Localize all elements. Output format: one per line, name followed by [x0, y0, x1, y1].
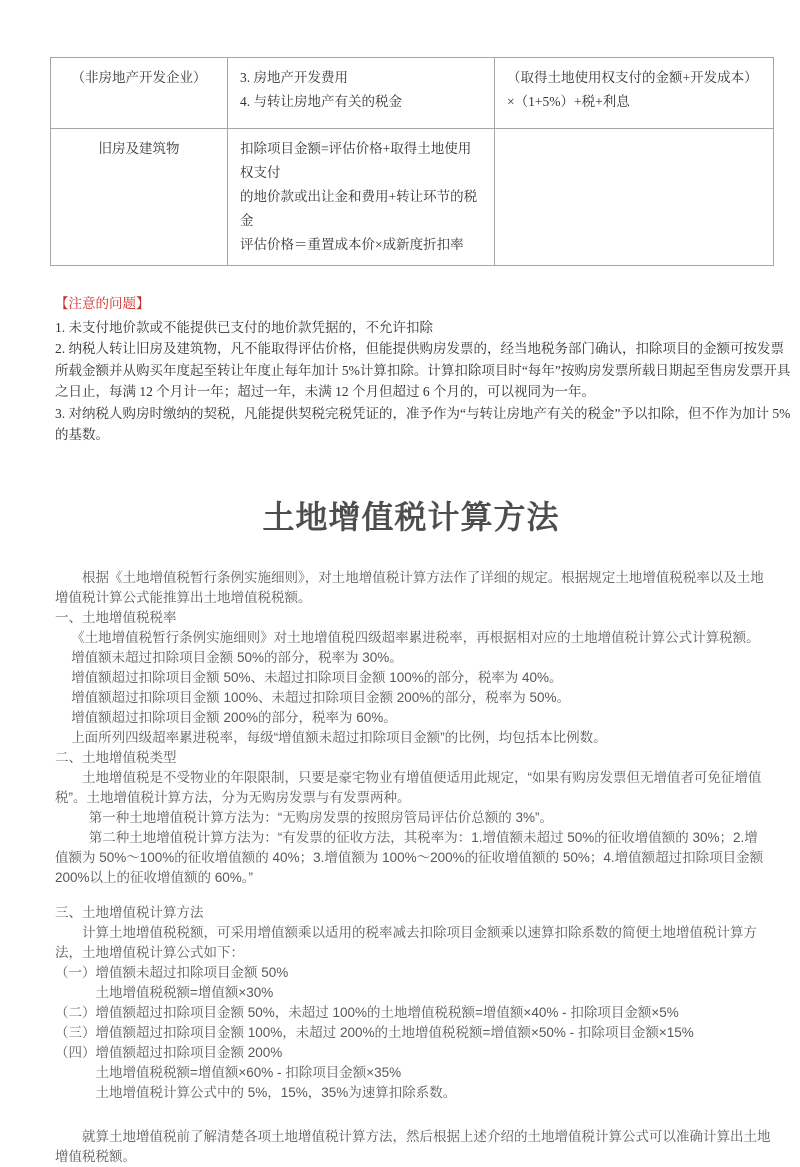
table-cell-items — [228, 129, 495, 266]
table-row — [51, 58, 774, 129]
table-line: 4. 与转让房地产有关的税金 — [240, 94, 402, 109]
article-paragraph: 《土地增值税暂行条例实施细则》对土地增值税四级超率累进税率，再根据相对应的土地增值税计算公式计算税额。 — [71, 629, 760, 645]
notes-section — [55, 293, 797, 446]
article-paragraph: 土地增值税是不受物业的年限限制，只要是豪宅物业有增值便适用此规定，“如果有购房发票但无增值者可免征增值税”。土地增值税计算方法，分为无购房发票与有发票两种。 — [55, 769, 762, 805]
page-title: 土地增值税计算方法 — [262, 498, 560, 535]
article-paragraph: 增值额超过扣除项目金额 100%、未超过扣除项目金额 200%的部分，税率为 50%。 — [71, 689, 571, 705]
table-line: 扣除项目金额=评估价格+取得土地使用权支付 — [240, 141, 472, 180]
deduction-items-table — [50, 57, 774, 266]
table-cell-entity: （非房地产开发企业） — [51, 58, 228, 129]
table-cell-formula-empty — [495, 129, 774, 266]
article-paragraph: 第一种土地增值税计算方法为：“无购房发票的按照房管局评估价总额的 3%”。 — [88, 809, 554, 825]
table-line: 的地价款或出让金和费用+转让环节的税金 — [240, 189, 478, 228]
article-paragraph: （三）增值额超过扣除项目金额 100%，未超过 200%的土地增值税税额=增值额×50% - 扣除项目金额×15% — [55, 1024, 694, 1040]
table-line: （取得土地使用权支付的金额+开发成本） — [507, 70, 758, 85]
table-cell-formula — [495, 58, 774, 129]
note-item: 2. 纳税人转让旧房及建筑物，凡不能取得评估价格，但能提供购房发票的，经当地税务部门确认，扣除项目的金额可按发票所载金额并从购买年度起至转让年度止每年加计 5%计算扣除。计算扣除项目时“每年”按购房发票所载日期起至售房发票开具之日止，每满 12 个月计一年；超过一年，未满 12 个月但超过 6 个月的，可以视同为一年。 — [55, 341, 791, 399]
article-paragraph: （二）增值额超过扣除项目金额 50%，未超过 100%的土地增值税税额=增值额×40% - 扣除项目金额×5% — [55, 1004, 679, 1020]
article-paragraph: 计算土地增值税税额，可采用增值额乘以适用的税率减去扣除项目金额乘以速算扣除系数的简便土地增值税计算方法，土地增值税计算公式如下： — [55, 924, 757, 960]
section-heading: 二、土地增值税类型 — [55, 749, 177, 765]
section-heading: 三、土地增值税计算方法 — [55, 904, 204, 920]
article-paragraph: 增值额超过扣除项目金额 200%的部分，税率为 60%。 — [71, 709, 397, 725]
article-paragraph: 根据《土地增值税暂行条例实施细则》，对土地增值税计算方法作了详细的规定。根据规定土地增值税税率以及土地增值税计算公式能推算出土地增值税税额。 — [55, 569, 764, 605]
formula-line: 土地增值税税额=增值额×30% — [95, 984, 274, 1000]
table-row — [51, 129, 774, 266]
formula-line: 土地增值税税额=增值额×60% - 扣除项目金额×35% — [95, 1064, 402, 1080]
article-paragraph: 就算土地增值税前了解清楚各项土地增值税计算方法，然后根据上述介绍的土地增值税计算公式可以准确计算出土地增值税税额。 — [55, 1128, 771, 1164]
note-item: 3. 对纳税人购房时缴纳的契税，凡能提供契税完税凭证的，准予作为“与转让房地产有关的税金”予以扣除，但不作为加计 5%的基数。 — [55, 405, 791, 442]
article-paragraph: （一）增值额未超过扣除项目金额 50% — [55, 964, 289, 980]
table-line: 3. 房地产开发费用 — [240, 70, 348, 85]
article-paragraph: 上面所列四级超率累进税率，每级“增值额未超过扣除项目金额”的比例，均包括本比例数。 — [71, 729, 607, 745]
notes-header: 【注意的问题】 — [55, 296, 150, 311]
table-line: 评估价格＝重置成本价×成新度折扣率 — [240, 237, 464, 252]
table-cell-entity: 旧房及建筑物 — [51, 129, 228, 266]
article-paragraph: 增值额未超过扣除项目金额 50%的部分，税率为 30%。 — [71, 649, 403, 665]
note-item: 1. 未支付地价款或不能提供已支付的地价款凭据的，不允许扣除 — [55, 319, 433, 335]
table-line: ×（1+5%）+税+利息 — [507, 94, 630, 109]
article-paragraph: （四）增值额超过扣除项目金额 200% — [55, 1044, 283, 1060]
table-cell-items — [228, 58, 495, 129]
section-heading: 一、土地增值税税率 — [55, 609, 177, 625]
article-paragraph: 第二种土地增值税计算方法为：“有发票的征收方法，其税率为：1.增值额未超过 50%的征收增值额的 30%；2.增值额为 50%～100%的征收增值额的 40%；3.增值额为 100%～200%的征收增值额的 50%；4.增值额超过扣除项目金额 200%以上的征收增值额的 60%。” — [55, 829, 764, 885]
formula-line: 土地增值税计算公式中的 5%，15%，35%为速算扣除系数。 — [95, 1084, 457, 1100]
article-paragraph: 增值额超过扣除项目金额 50%、未超过扣除项目金额 100%的部分，税率为 40%。 — [71, 669, 563, 685]
article-body — [55, 568, 771, 1167]
